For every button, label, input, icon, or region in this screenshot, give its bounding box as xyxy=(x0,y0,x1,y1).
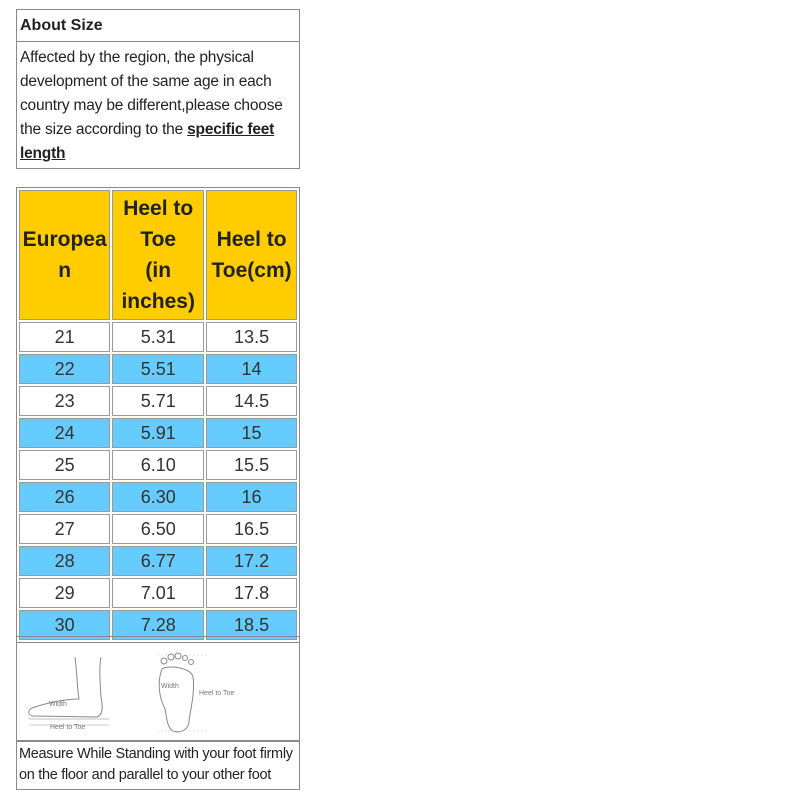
header-inches-line-2: Toe xyxy=(140,228,177,251)
table-row xyxy=(19,482,297,512)
header-cm-line-1: Heel to xyxy=(216,228,287,251)
cell-european: 26 xyxy=(19,482,110,512)
foot-top-view-icon xyxy=(159,653,193,732)
table-header-row xyxy=(19,190,297,320)
measurement-note: Measure While Standing with your foot firmly on the floor and parallel to your other foot xyxy=(16,741,300,790)
cell-inches: 5.71 xyxy=(112,386,204,416)
cell-inches: 6.77 xyxy=(112,546,204,576)
cell-european: 30 xyxy=(19,610,110,640)
cell-cm: 16.5 xyxy=(206,514,297,544)
header-cm-line-2: Toe(cm) xyxy=(211,259,292,282)
cell-cm: 17.2 xyxy=(206,546,297,576)
foot-side-view-icon xyxy=(29,657,102,717)
header-inches-line-4: inches) xyxy=(121,290,195,313)
cell-european: 21 xyxy=(19,322,110,352)
about-size-text xyxy=(17,42,299,168)
cell-european: 22 xyxy=(19,354,110,384)
cell-cm: 18.5 xyxy=(206,610,297,640)
table-row xyxy=(19,322,297,352)
header-inches-line-1: Heel to xyxy=(123,197,194,220)
cell-inches: 6.10 xyxy=(112,450,204,480)
cell-european: 27 xyxy=(19,514,110,544)
table-row xyxy=(19,418,297,448)
cell-inches: 5.51 xyxy=(112,354,204,384)
cell-inches: 5.91 xyxy=(112,418,204,448)
side-length-label: Heel to Toe xyxy=(50,724,86,731)
cell-inches: 7.01 xyxy=(112,578,204,608)
cell-inches: 6.50 xyxy=(112,514,204,544)
table-row xyxy=(19,386,297,416)
cell-cm: 15 xyxy=(206,418,297,448)
cell-cm: 14.5 xyxy=(206,386,297,416)
cell-european: 29 xyxy=(19,578,110,608)
about-size-title: About Size xyxy=(17,10,299,42)
header-heel-to-toe-cm xyxy=(206,190,297,320)
cell-inches: 7.28 xyxy=(112,610,204,640)
cell-cm: 16 xyxy=(206,482,297,512)
size-chart-table xyxy=(16,187,300,643)
header-heel-to-toe-inches xyxy=(112,190,204,320)
header-inches-line-3: (in xyxy=(145,259,172,282)
top-width-label: Width xyxy=(161,683,179,690)
cell-inches: 6.30 xyxy=(112,482,204,512)
cell-inches: 5.31 xyxy=(112,322,204,352)
foot-diagram-image xyxy=(17,637,299,740)
about-size-box xyxy=(16,9,300,169)
cell-cm: 13.5 xyxy=(206,322,297,352)
table-row xyxy=(19,546,297,576)
top-length-label: Heel to Toe xyxy=(199,690,235,697)
table-row xyxy=(19,514,297,544)
cell-cm: 15.5 xyxy=(206,450,297,480)
header-european xyxy=(19,190,110,320)
header-european-line-1: Europea xyxy=(22,228,107,251)
header-european-line-2: n xyxy=(58,259,72,282)
about-size-body: Affected by the region, the physical development of the same age in each country may be different,please choose the size according to the xyxy=(20,49,283,138)
cell-european: 28 xyxy=(19,546,110,576)
specific-feet-length-link[interactable]: specific feet length xyxy=(20,121,275,162)
cell-european: 24 xyxy=(19,418,110,448)
cell-european: 23 xyxy=(19,386,110,416)
table-row xyxy=(19,354,297,384)
cell-european: 25 xyxy=(19,450,110,480)
table-row xyxy=(19,450,297,480)
cell-cm: 17.8 xyxy=(206,578,297,608)
table-row xyxy=(19,578,297,608)
cell-cm: 14 xyxy=(206,354,297,384)
foot-measurement-diagram xyxy=(16,636,300,741)
side-width-label: Width xyxy=(49,701,67,708)
